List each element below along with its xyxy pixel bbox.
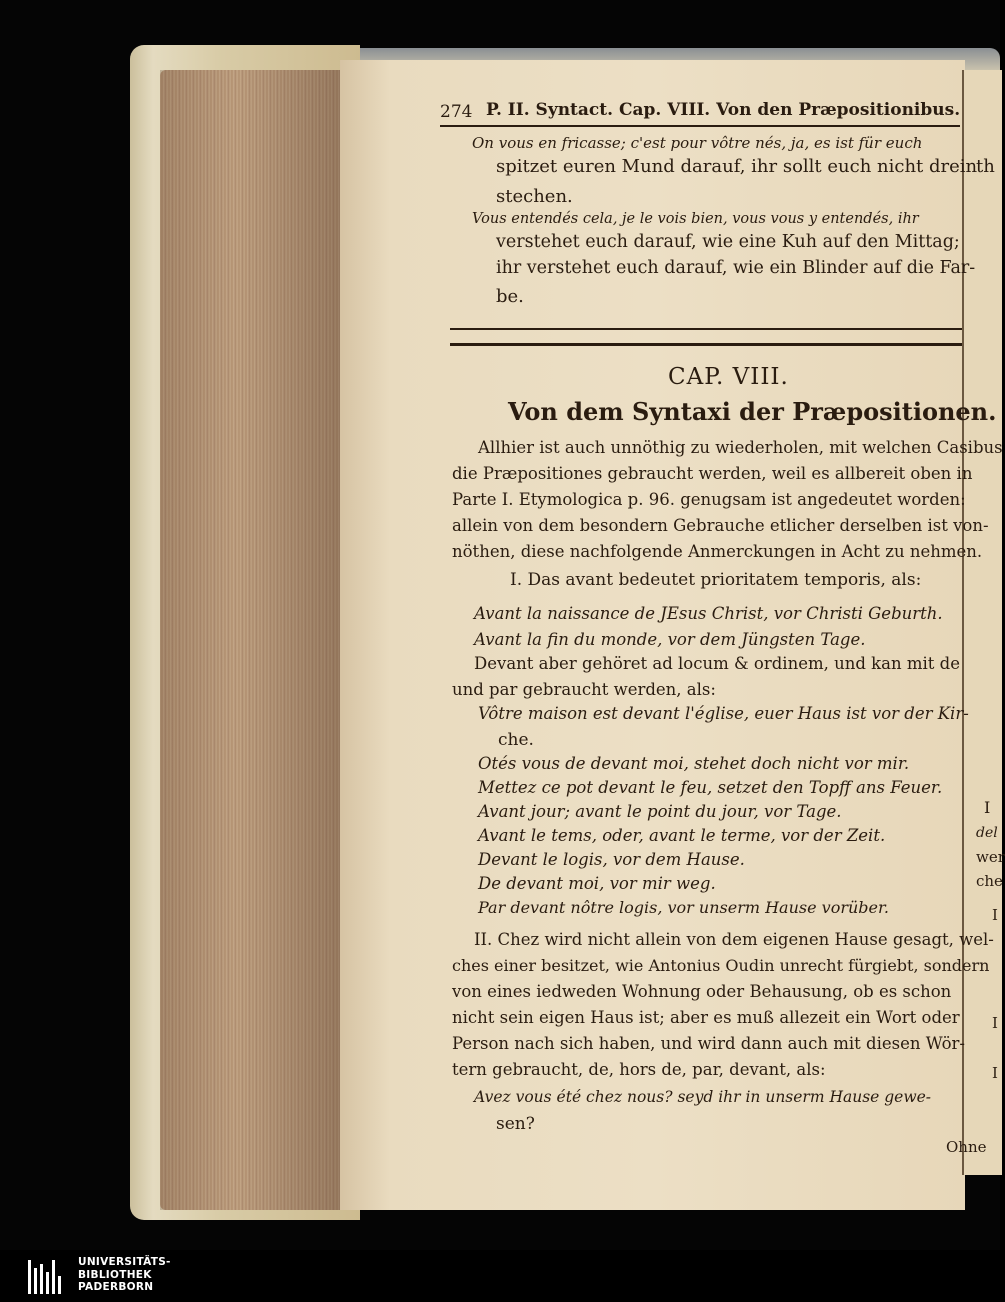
example-line: Devant le logis, vor dem Hause. [478,850,745,869]
logo-line: PADERBORN [78,1281,154,1293]
text-line: spitzet euren Mund darauf, ihr sollt euch nicht drein [496,156,978,177]
text-line: verstehet euch darauf, wie eine Kuh auf den Mittag; [496,232,960,252]
footer-bar [0,1250,1000,1302]
library-logo-text [78,1256,171,1294]
chapter-title: Von dem Syntaxi der Præpositionen. [508,397,997,426]
example-line: De devant moi, vor mir weg. [478,874,716,893]
text-line: Vous entendés cela, je le vois bien, vous vous y entendés, ihr [472,211,919,227]
fore-edge-shading [160,70,350,1210]
page-number: 274 [440,102,473,122]
logo-line: BIBLIOTHEK [78,1268,152,1281]
right-page-fragment: I [984,798,991,817]
right-page-fragment: del [976,825,998,841]
body-line: allein von dem besondern Gebrauche etlicher derselben ist von- [452,516,989,535]
text-line: On vous en fricasse; c'est pour vôtre nés, ja, es ist für euch [472,134,923,152]
example-line: Devant aber gehöret ad locum & ordinem, und kan mit de [474,654,960,673]
text-line: be. [496,286,524,307]
body-line: Parte I. Etymologica p. 96. genugsam ist angedeutet worden: [452,490,966,509]
example-line: che. [498,730,534,750]
body-line: die Præpositiones gebraucht werden, weil es allbereit oben in [452,464,973,483]
example-line: Otés vous de devant moi, stehet doch nicht vor mir. [478,754,910,773]
body-line: Allhier ist auch unnöthig zu wiederholen, mit welchen Casibus [478,438,1003,457]
section-rule-thin [450,328,962,330]
example-line: Avant jour; avant le point du jour, vor Tage. [478,802,842,821]
right-page-fragment: wer [976,848,1005,866]
example-line: Avant la naissance de JEsus Christ, vor Christi Geburth. [474,604,943,623]
catchword: Ohne [946,1138,987,1156]
right-page-fragment: I [992,906,998,924]
running-head: P. II. Syntact. Cap. VIII. Von den Præpositionibus. [486,100,961,120]
section-line: Avez vous été chez nous? seyd ihr in unserm Hause gewe- [474,1088,932,1106]
section-line: sen? [496,1114,535,1134]
section-line: ches einer besitzet, wie Antonius Oudin unrecht fürgiebt, sondern [452,956,990,975]
library-logo-icon [28,1260,68,1294]
section-heading: I. Das avant bedeutet prioritatem temporis, als: [510,570,922,590]
example-line: Vôtre maison est devant l'église, euer Haus ist vor der Kir- [478,704,969,723]
right-page-fragment: I [992,1064,998,1082]
section-line: von eines iedweden Wohnung oder Behausung, ob es schon [452,982,952,1001]
right-page-fragment: che [976,872,1003,890]
example-line: Avant la fin du monde, vor dem Jüngsten Tage. [474,630,866,649]
example-line: Avant le tems, oder, avant le terme, vor der Zeit. [478,826,886,845]
header-rule [440,125,960,127]
right-page-fragment: I [992,1014,998,1032]
section-line: II. Chez wird nicht allein von dem eigenen Hause gesagt, wel- [474,930,994,949]
example-line: Mettez ce pot devant le feu, setzet den Topff ans Feuer. [478,778,943,797]
text-line: stechen. [496,186,573,207]
example-line: und par gebraucht werden, als: [452,680,716,699]
right-page-edge [962,70,1005,1175]
body-line: nöthen, diese nachfolgende Anmerckungen in Acht zu nehmen. [452,542,983,561]
section-rule-thick [450,343,962,346]
chapter-number: CAP. VIII. [668,364,789,390]
logo-line: UNIVERSITÄTS- [78,1256,171,1268]
section-line: nicht sein eigen Haus ist; aber es muß allezeit ein Wort oder [452,1008,960,1027]
section-line: tern gebraucht, de, hors de, par, devant, als: [452,1060,826,1079]
example-line: Par devant nôtre logis, vor unserm Hause vorüber. [478,898,889,917]
right-page-fragment: th [976,156,995,177]
text-line: ihr verstehet euch darauf, wie ein Blinder auf die Far- [496,258,976,278]
section-line: Person nach sich haben, und wird dann auch mit diesen Wör- [452,1034,965,1053]
